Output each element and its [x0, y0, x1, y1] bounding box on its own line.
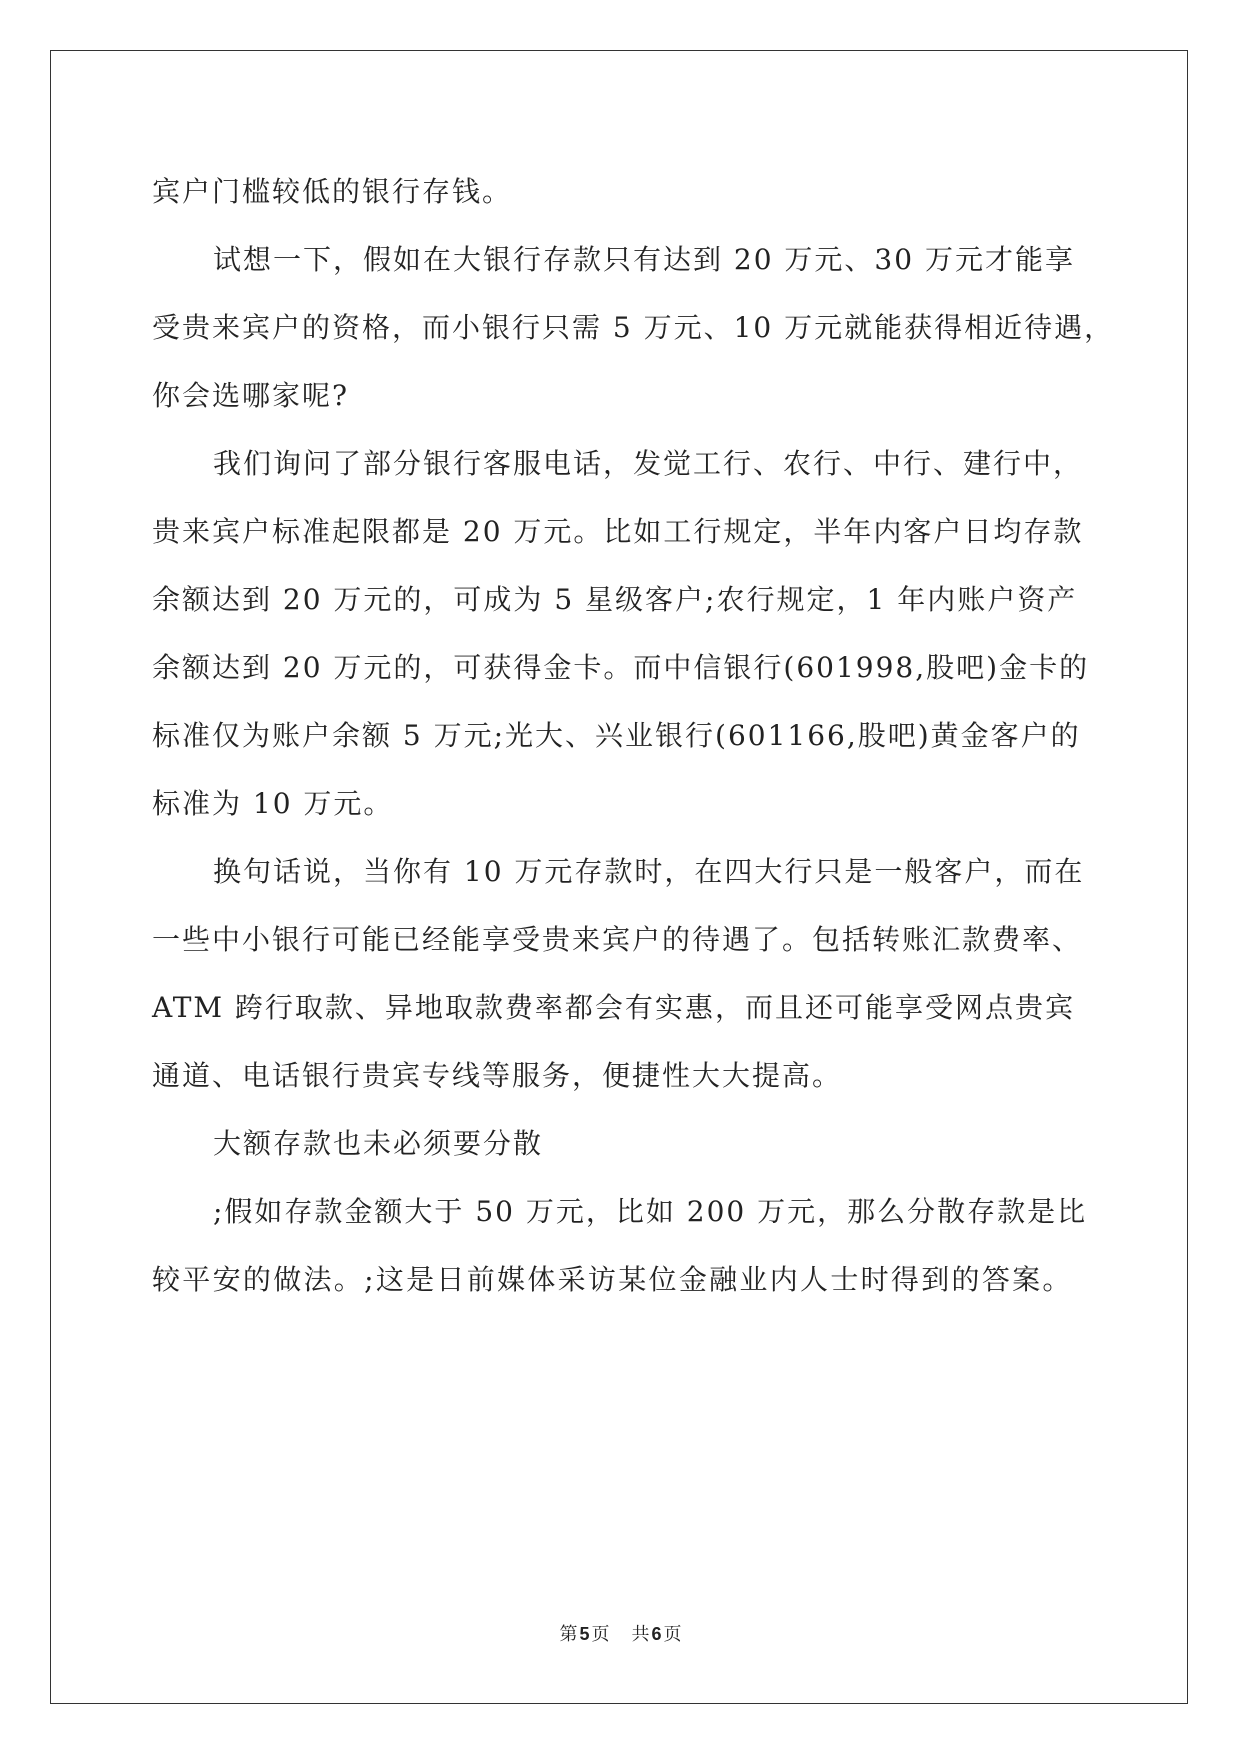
- page-footer: [0, 1622, 1241, 1647]
- text-line: 较平安的做法。;这是日前媒体采访某位金融业内人士时得到的答案。: [152, 1263, 1073, 1296]
- text-line: 标准为 10 万元。: [152, 787, 394, 820]
- text-line: ATM 跨行取款、异地取款费率都会有实惠，而且还可能享受网点贵宾: [152, 991, 1075, 1024]
- page-suffix: 页: [591, 1624, 610, 1645]
- page-number-total: 6: [651, 1624, 662, 1644]
- text-line: 我们询问了部分银行客服电话，发觉工行、农行、中行、建行中，: [213, 447, 1084, 480]
- text-line: 换句话说，当你有 10 万元存款时，在四大行只是一般客户，而在: [213, 855, 1085, 888]
- document-body: [152, 158, 1115, 1314]
- section-heading: 大额存款也未必须要分散: [213, 1127, 544, 1160]
- text-line: 一些中小银行可能已经能享受贵来宾户的待遇了。包括转账汇款费率、: [152, 923, 1083, 956]
- page-number-current: 5: [579, 1624, 590, 1644]
- text-line: 宾户门槛较低的银行存钱。: [152, 175, 513, 208]
- text-line: 你会选哪家呢?: [152, 379, 350, 412]
- text-line: 试想一下，假如在大银行存款只有达到 20 万元、30 万元才能享: [213, 243, 1075, 276]
- total-suffix: 页: [663, 1624, 682, 1645]
- text-line: ;假如存款金额大于 50 万元，比如 200 万元，那么分散存款是比: [213, 1195, 1088, 1228]
- text-line: 余额达到 20 万元的，可成为 5 星级客户;农行规定，1 年内账户资产: [152, 583, 1078, 616]
- text-line: 通道、电话银行贵宾专线等服务，便捷性大大提高。: [152, 1059, 843, 1092]
- total-prefix: 共: [631, 1624, 650, 1645]
- page-prefix: 第: [559, 1624, 578, 1645]
- text-line: 贵来宾户标准起限都是 20 万元。比如工行规定，半年内客户日均存款: [152, 515, 1084, 548]
- text-line: 受贵来宾户的资格，而小银行只需 5 万元、10 万元就能获得相近待遇，: [152, 311, 1115, 344]
- text-line: 余额达到 20 万元的，可获得金卡。而中信银行(601998,股吧)金卡的: [152, 651, 1090, 684]
- text-line: 标准仅为账户余额 5 万元;光大、兴业银行(601166,股吧)黄金客户的: [152, 719, 1081, 752]
